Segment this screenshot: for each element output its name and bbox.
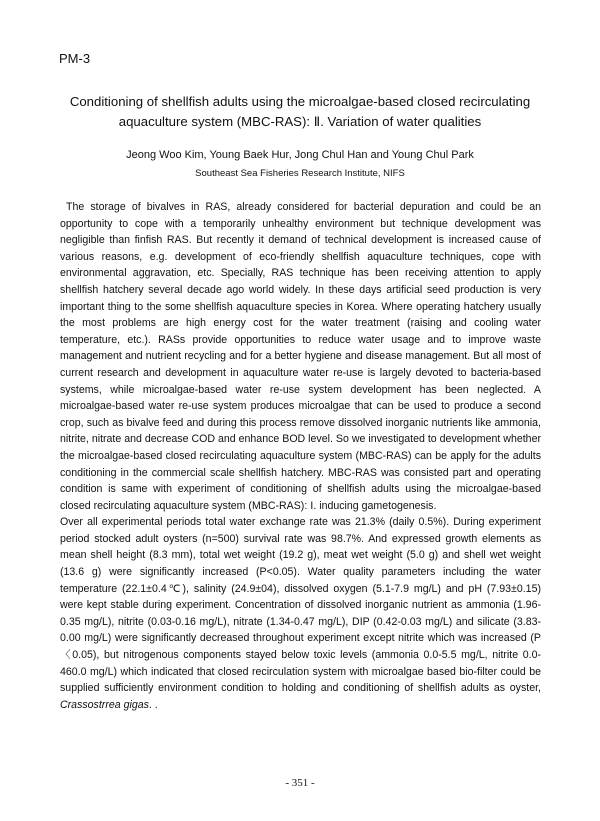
abstract-paragraph-2-text: Over all experimental periods total water exchange rate was 21.3% (daily 0.5%). During experiment period stocked adult oysters (n=500) survival rate was 98.7%. And expressed growth elements as mean shell height (8.3 mm), total wet weight (19.2 g), meat wet weight (5.0 g) and shell wet weight (13.6 g) were significantly increased (P<0.05). Water quality parameters including the water temperature (22.1±0.4℃), salinity (24.9±04), dissolved oxygen (5.1-7.9 mg/L) and pH (7.93±0.15) were kept stable during experiment. Concentration of dissolved inorganic nutrient as ammonia (1.96-0.35 mg/L), nitrite (0.03-0.16 mg/L), nitrate (1.34-0.47 mg/L), DIP (0.42-0.03 mg/L) and silicate (3.83-0.00 mg/L) were significantly decreased throughout experiment except nitrite which was increased (P〈0.05), but nitrogenous components stayed below toxic levels (ammonia 0.0-5.5 mg/L, nitrite 0.0-460.0 mg/L) which indicated that closed recirculation system with microalgae based bio-filter could be supplied sufficiently environment condition to holding and conditioning of shellfish adults as oyster, [60,516,541,695]
abstract-body [60,199,541,713]
page-number: - 351 - [285,777,315,789]
abstract-paragraph-2 [60,514,541,713]
author-list: Jeong Woo Kim, Young Baek Hur, Jong Chul Han and Young Chul Park [126,149,474,161]
title-line-1: Conditioning of shellfish adults using the microalgae-based closed recirculating [69,94,531,109]
paper-title [40,92,560,132]
abstract-paragraph-1: The storage of bivalves in RAS, already considered for bacterial depuration and could be an opportunity to cope with a temporarily unhealthy environment but technique development was negligible than finfish RAS. But recently it demand of technical development is increased cause of various reasons, e.g. development of eco-friendly shellfish aquaculture techniques, cope with environmental aggravation, etc. Specially, RAS technique has been receiving attention to apply shellfish hatchery several decade ago world widely. In these days artificial seed production is very important thing to the some shellfish aquaculture species in Korea. Where operating hatchery usually the most problems are high energy cost for the water treatment (raising and cooling water temperature, etc.). RASs provide opportunities to reduce water usage and to improve waste management and nutrient recycling and for a better hygiene and disease management. But all most of current research and development in aquaculture water re-use is largely devoted to bacteria-based systems, while microalgae-based water re-use system development has been neglected. A microalgae-based water re-use system produces microalgae that can be used to produce a second crop, such as bivalve feed and during this process remove dissolved inorganic nutrients like ammonia, nitrite, nitrate and decrease COD and enhance BOD level. So we investigated to development whether the microalgae-based closed recirculating aquaculture system (MBC-RAS) can be apply for the adults conditioning in the commercial scale shellfish hatchery. MBC-RAS was consisted part and operating condition is same with experiment of conditioning of shellfish adults using the microalgae-based closed recirculating aquaculture system (MBC-RAS): Ⅰ. inducing gametogenesis. [60,201,541,512]
session-code: PM-3 [59,51,91,66]
abstract-ending: . . [148,698,158,711]
species-name: Crassostrrea gigas [60,698,149,711]
title-line-2: aquaculture system (MBC-RAS): Ⅱ. Variation of water qualities [118,114,482,129]
affiliation: Southeast Sea Fisheries Research Institute, NIFS [195,168,405,179]
